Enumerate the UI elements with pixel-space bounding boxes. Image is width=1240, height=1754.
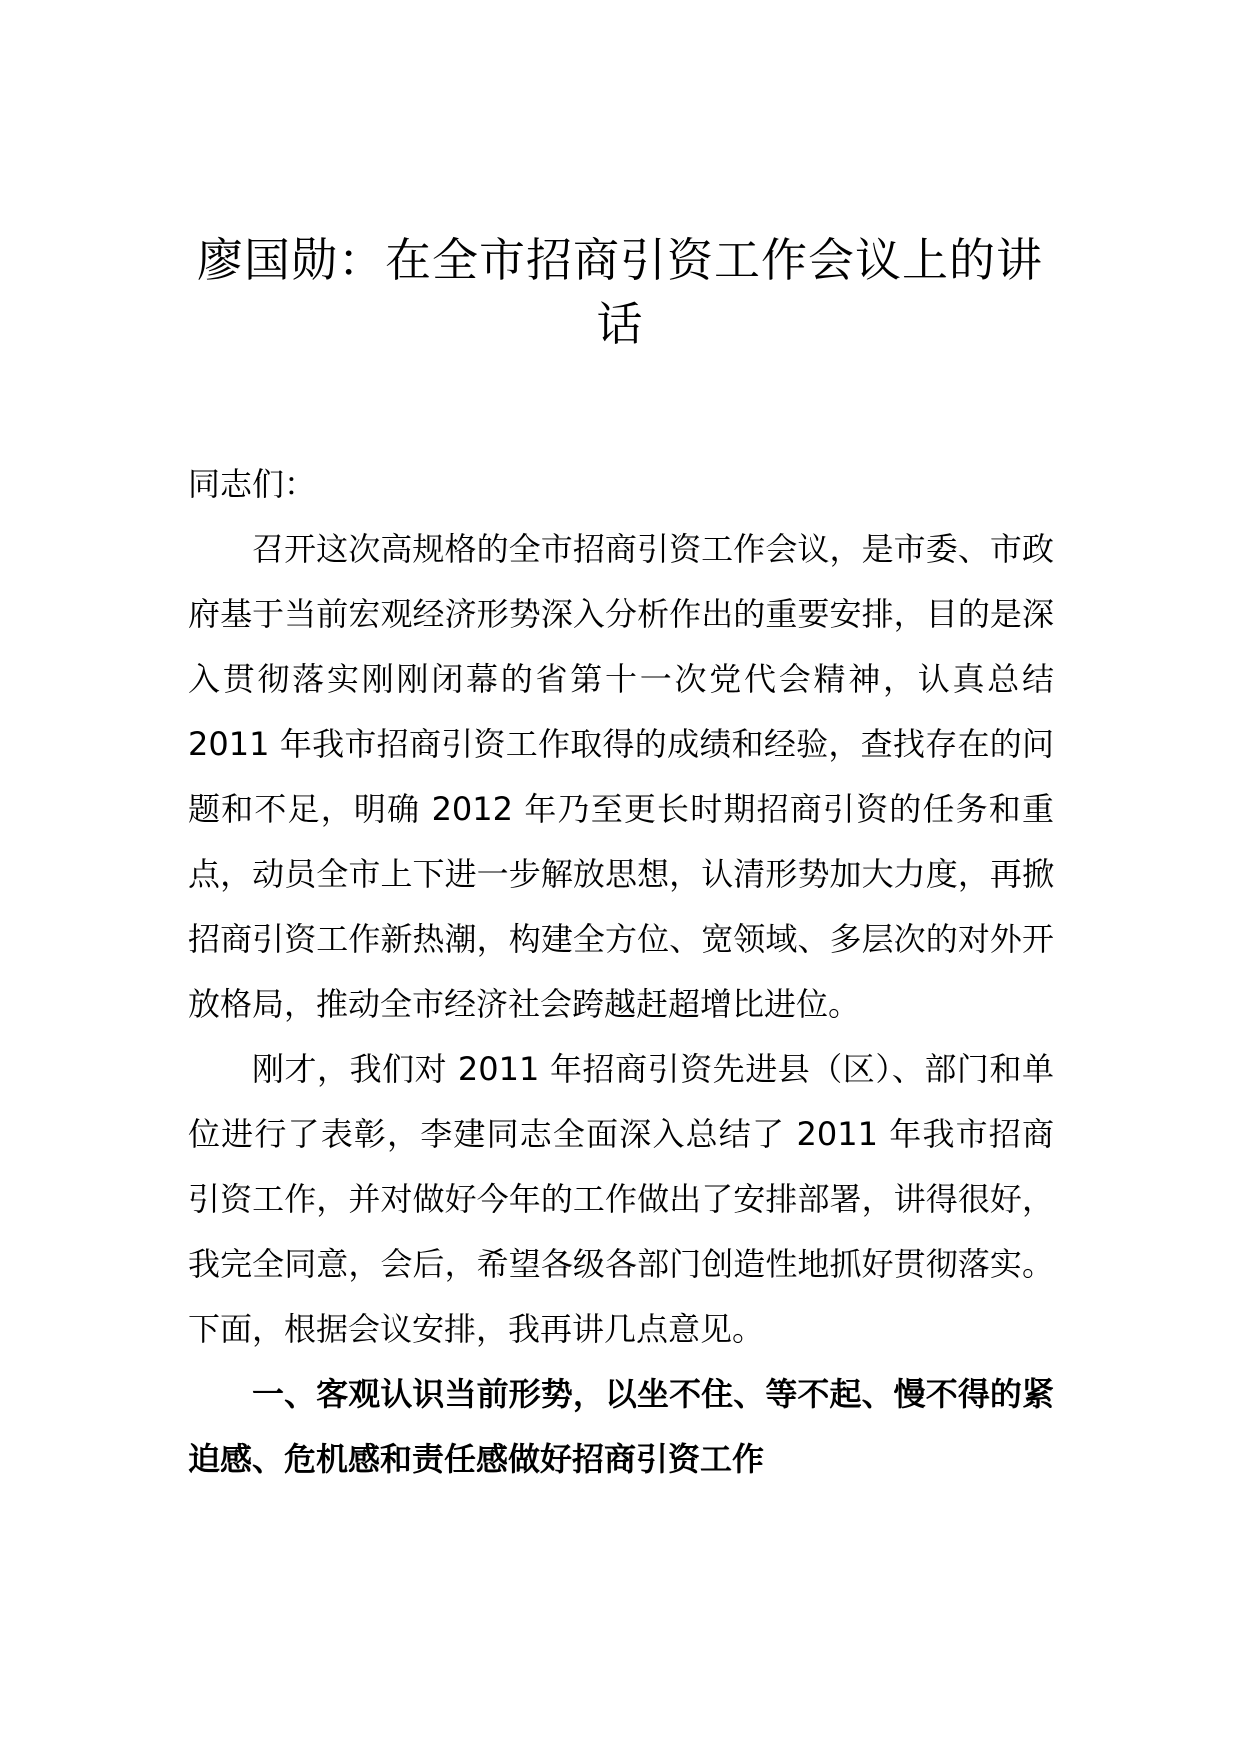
document-title: 廖国勋：在全市招商引资工作会议上的讲话 (197, 233, 1043, 351)
document-body (188, 452, 1054, 1492)
paragraph-commendation: 刚才，我们对 2011 年招商引资先进县（区）、部门和单位进行了表彰，李建同志全面深入总结了 2011 年我市招商引资工作，并对做好今年的工作做出了安排部署，讲得很好，我完全同意，会后，希望各级各部门创造性地抓好贯彻落实。下面，根据会议安排，我再讲几点意见。 (188, 1050, 1054, 1348)
section-heading: 一、客观认识当前形势，以坐不住、等不起、慢不得的紧迫感、危机感和责任感做好招商引资工作 (188, 1375, 1054, 1478)
paragraph-opening: 召开这次高规格的全市招商引资工作会议，是市委、市政府基于当前宏观经济形势深入分析作出的重要安排，目的是深入贯彻落实刚刚闭幕的省第十一次党代会精神，认真总结 2011 年我市招商引资工作取得的成绩和经验，查找存在的问题和不足，明确 2012 年乃至更长时期招商引资的任务和重点，动员全市上下进一步解放思想，认清形势加大力度，再掀招商引资工作新热潮，构建全方位、宽领域、多层次的对外开放格局，推动全市经济社会跨越赶超增比进位。 (188, 530, 1054, 1023)
salutation: 同志们： (188, 465, 317, 503)
